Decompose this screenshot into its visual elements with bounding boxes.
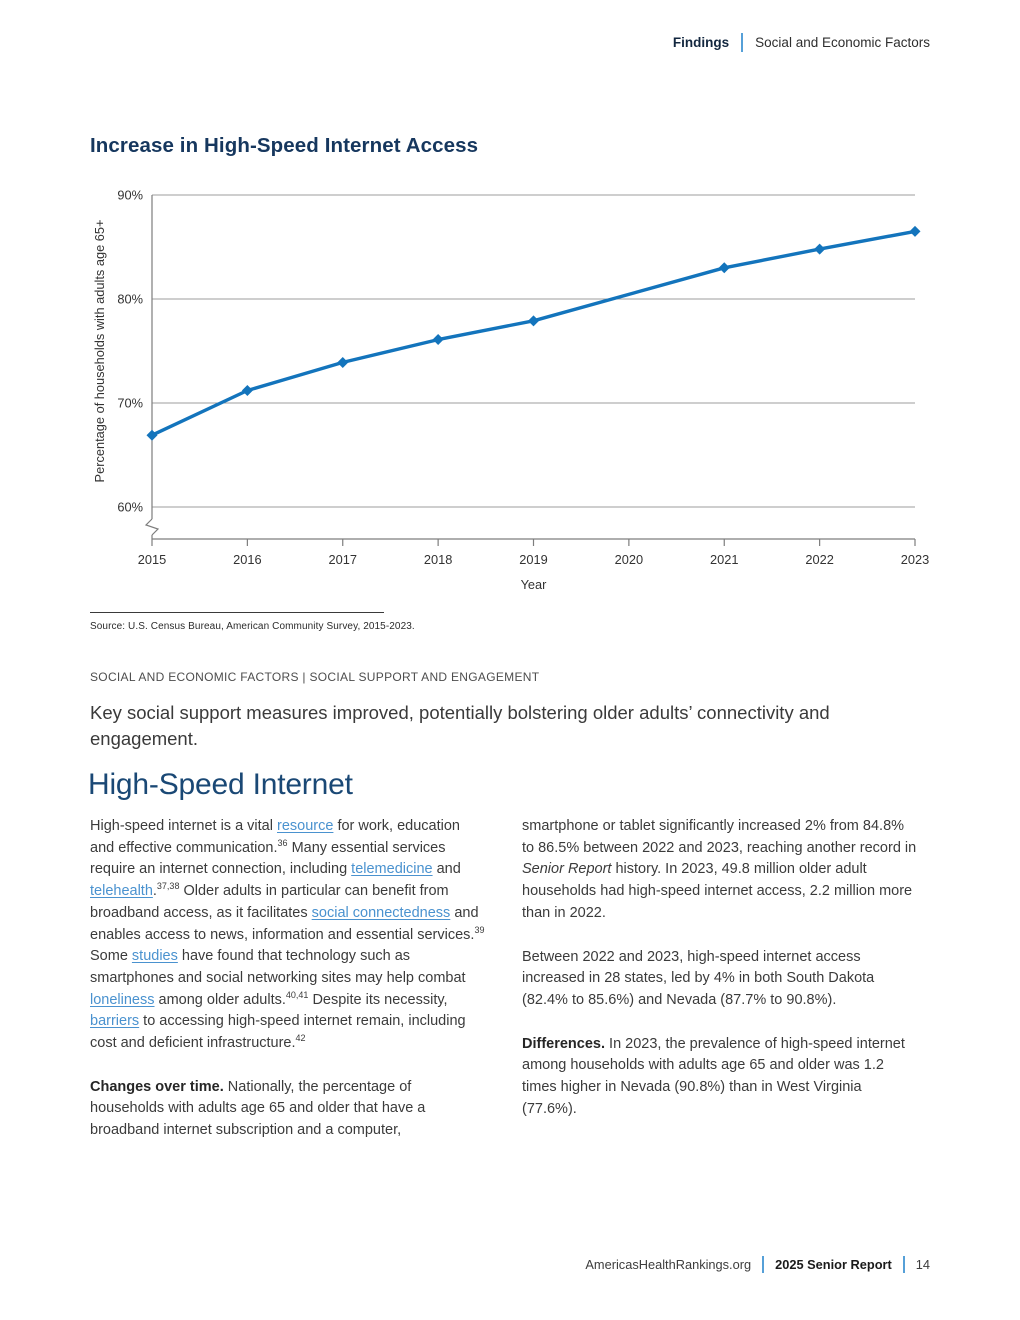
inline-link[interactable]: social connectedness [311, 904, 451, 921]
footnote-ref: 37,38 [156, 881, 180, 892]
footer-divider [762, 1256, 764, 1273]
svg-text:2022: 2022 [805, 552, 834, 567]
text-run: for work, education and effective communication. [90, 818, 460, 856]
svg-text:2015: 2015 [137, 552, 167, 567]
text-run: In 2023, the prevalence of high-speed internet among households with adults age 65 and older was 1.2 times higher in Nevada (90.8%) than in West Virginia (77.6%). [522, 1035, 905, 1117]
text-run: among older adults. [154, 991, 286, 1008]
chart-source: Source: U.S. Census Bureau, American Community Survey, 2015-2023. [90, 621, 415, 632]
text-run: High-speed internet is a vital [90, 818, 277, 834]
svg-text:80%: 80% [117, 291, 143, 307]
text-run: to accessing high-speed internet remain, including cost and deficient infrastructure. [90, 1013, 466, 1052]
text-run: and enables access to news, information and essential services. [90, 904, 479, 943]
text-run: and [432, 861, 461, 878]
body-right-column [522, 816, 920, 1142]
page-header [673, 33, 930, 52]
svg-text:2016: 2016 [233, 552, 262, 567]
page-title: High-Speed Internet [88, 768, 353, 801]
inline-link[interactable]: loneliness [90, 991, 155, 1008]
page-footer [585, 1256, 930, 1273]
inline-link[interactable]: telehealth [90, 883, 153, 900]
footnote-ref: 40,41 [285, 989, 309, 1000]
text-run: Nationally, the percentage of households with adults age 65 and older that have a broadband internet subscription and a computer, [90, 1078, 426, 1139]
paragraph [522, 816, 920, 925]
text-run: Changes over time. [90, 1078, 224, 1095]
text-run: . [152, 883, 157, 900]
svg-text:2021: 2021 [710, 552, 739, 567]
paragraph [90, 816, 488, 1055]
footnote-ref: 42 [295, 1033, 306, 1044]
header-subsection-label: Social and Economic Factors [755, 35, 930, 50]
inline-link[interactable]: resource [277, 818, 334, 834]
inline-link[interactable]: studies [131, 948, 178, 965]
svg-text:2018: 2018 [423, 552, 453, 567]
source-rule [90, 612, 384, 613]
footer-divider [903, 1256, 905, 1273]
footer-page-number: 14 [915, 1257, 930, 1272]
text-run: history. In 2023, 49.8 million older adult households had high-speed internet access, 2.2 million more than in 2022. [522, 861, 913, 921]
svg-text:2023: 2023 [900, 552, 930, 567]
header-divider [741, 33, 743, 52]
paragraph [90, 1077, 488, 1142]
header-section-label: Findings [672, 35, 730, 50]
svg-text:Percentage of households with: Percentage of households with adults age 65+ [92, 219, 107, 483]
text-run: Senior Report [522, 861, 612, 878]
text-run: have found that technology such as smartphones and social networking sites may help combat [90, 948, 466, 986]
body-left-column [90, 816, 488, 1164]
svg-text:60%: 60% [117, 499, 143, 515]
text-run: Despite its necessity, [308, 991, 448, 1008]
svg-text:2020: 2020 [614, 552, 644, 567]
internet-access-line-chart [90, 183, 930, 601]
text-run: Between 2022 and 2023, high-speed internet access increased in 28 states, led by 4% in both South Dakota (82.4% to 85.6%) and Nevada (87.7% to 90.8%). [522, 948, 875, 1008]
footnote-ref: 39 [474, 924, 485, 935]
footnote-ref: 36 [277, 837, 288, 848]
inline-link[interactable]: telemedicine [351, 861, 433, 878]
section-eyebrow: SOCIAL AND ECONOMIC FACTORS | SOCIAL SUPPORT AND ENGAGEMENT [90, 670, 540, 684]
svg-text:90%: 90% [117, 187, 143, 203]
text-run: smartphone or tablet significantly increased 2% from 84.8% to 86.5% between 2022 and 2023, reaching another record in [522, 818, 917, 856]
paragraph [522, 1034, 920, 1121]
key-message: Key social support measures improved, potentially bolstering older adults’ connectivity and engagement. [90, 702, 830, 749]
paragraph [522, 947, 920, 1012]
text-run: Some [90, 948, 132, 965]
svg-text:70%: 70% [117, 395, 143, 411]
chart-title: Increase in High-Speed Internet Access [90, 134, 479, 157]
text-run: Differences. [522, 1035, 606, 1052]
text-run: Many essential services require an internet connection, including [90, 839, 446, 878]
footer-report-title: 2025 Senior Report [775, 1257, 892, 1272]
chart-figure [90, 183, 930, 601]
svg-text:2019: 2019 [519, 552, 548, 567]
footer-site-link[interactable]: AmericasHealthRankings.org [585, 1257, 752, 1272]
svg-text:2017: 2017 [328, 552, 357, 567]
text-run: Older adults in particular can benefit from broadband access, as it facilitates [90, 883, 449, 921]
inline-link[interactable]: barriers [90, 1013, 140, 1030]
svg-text:Year: Year [520, 577, 547, 592]
